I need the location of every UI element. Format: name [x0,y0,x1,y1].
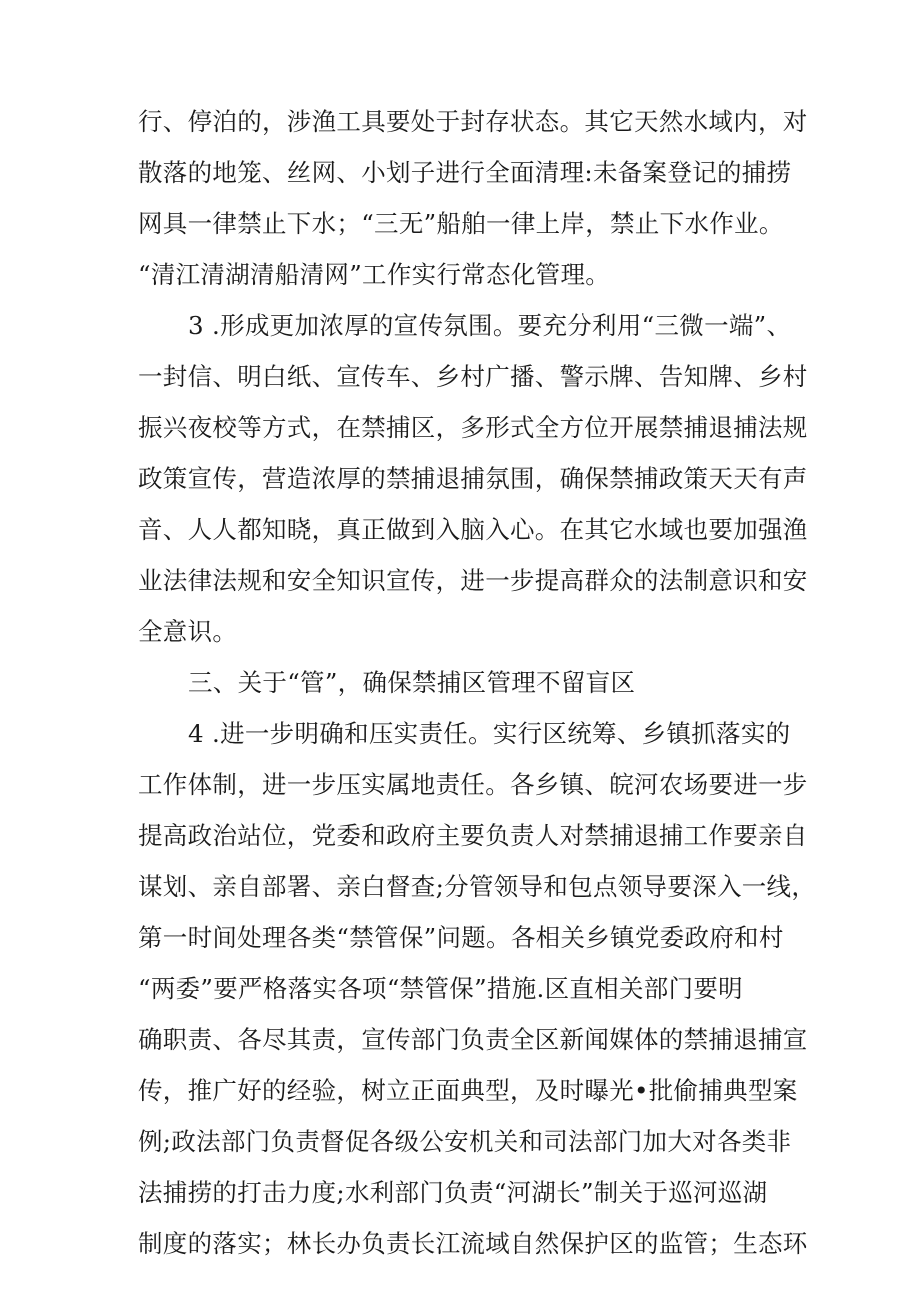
text-line: 例;政法部门负责督促各级公安机关和司法部门加大对各类非 [138,1127,792,1156]
text-line: 工作体制，进一步压实属地责任。各乡镇、皖河农场要进一步 [138,770,808,799]
text-line: 业法律法规和安全知识宣传，进一步提高群众的法制意识和安 [138,566,808,595]
text-line: 谋划、亲自部署、亲白督查;分管领导和包点领导要深入一线， [138,872,817,901]
text-line: 振兴夜校等方式，在禁捕区，多形式全方位开展禁捕退捕法规 [138,413,808,442]
text-line: 第一时间处理各类“禁管保”问题。各相关乡镇党委政府和村 [138,923,784,952]
text-line: 法捕捞的打击力度;水利部门负责“河湖长”制关于巡河巡湖 [138,1178,768,1207]
document-body [138,96,817,1269]
text-line: 传，推广好的经验，树立正面典型，及时曝光•批偷捕典型案 [138,1076,798,1105]
text-line: 提高政治站位，党委和政府主要负责人对禁捕退捕工作要亲自 [138,821,808,850]
text-line: 政策宣传，营造浓厚的禁捕退捕氛围，确保禁捕政策天天有声 [138,464,808,493]
text-line: 行、停泊的，涉渔工具要处于封存状态。其它天然水域内，对 [138,107,808,136]
text-line: 一封信、明白纸、宣传车、乡村广播、警示牌、告知牌、乡村 [138,362,808,391]
paragraph-heading-4: 4 .进一步明确和压实责任。实行区统筹、乡镇抓落实的 [188,719,791,748]
text-line: “两委”要严格落实各项“禁管保”措施.区直相关部门要明 [138,974,743,1003]
text-line: “清江清湖清船清网”工作实行常态化管理。 [138,260,611,289]
text-line: 音、人人都知晓，真正做到入脑入心。在其它水域也要加强渔 [138,515,808,544]
text-line: 网具一律禁止下水；“三无”船舶一律上岸，禁止下水作业。 [138,209,784,238]
section-heading: 三、关于“管”，确保禁捕区管理不留盲区 [188,668,636,697]
text-line: 散落的地笼、丝网、小划子进行全面清理:未备案登记的捕捞 [138,158,792,187]
paragraph-heading-3: 3 .形成更加浓厚的宣传氛围。要充分利用“三微一端”、 [188,311,792,340]
text-line: 制度的落实；林长办负责长江流域自然保护区的监管；生态环 [138,1229,808,1258]
text-line: 全意识。 [138,617,238,646]
text-line: 确职责、各尽其责，宣传部门负责全区新闻媒体的禁捕退捕宣 [138,1025,808,1054]
